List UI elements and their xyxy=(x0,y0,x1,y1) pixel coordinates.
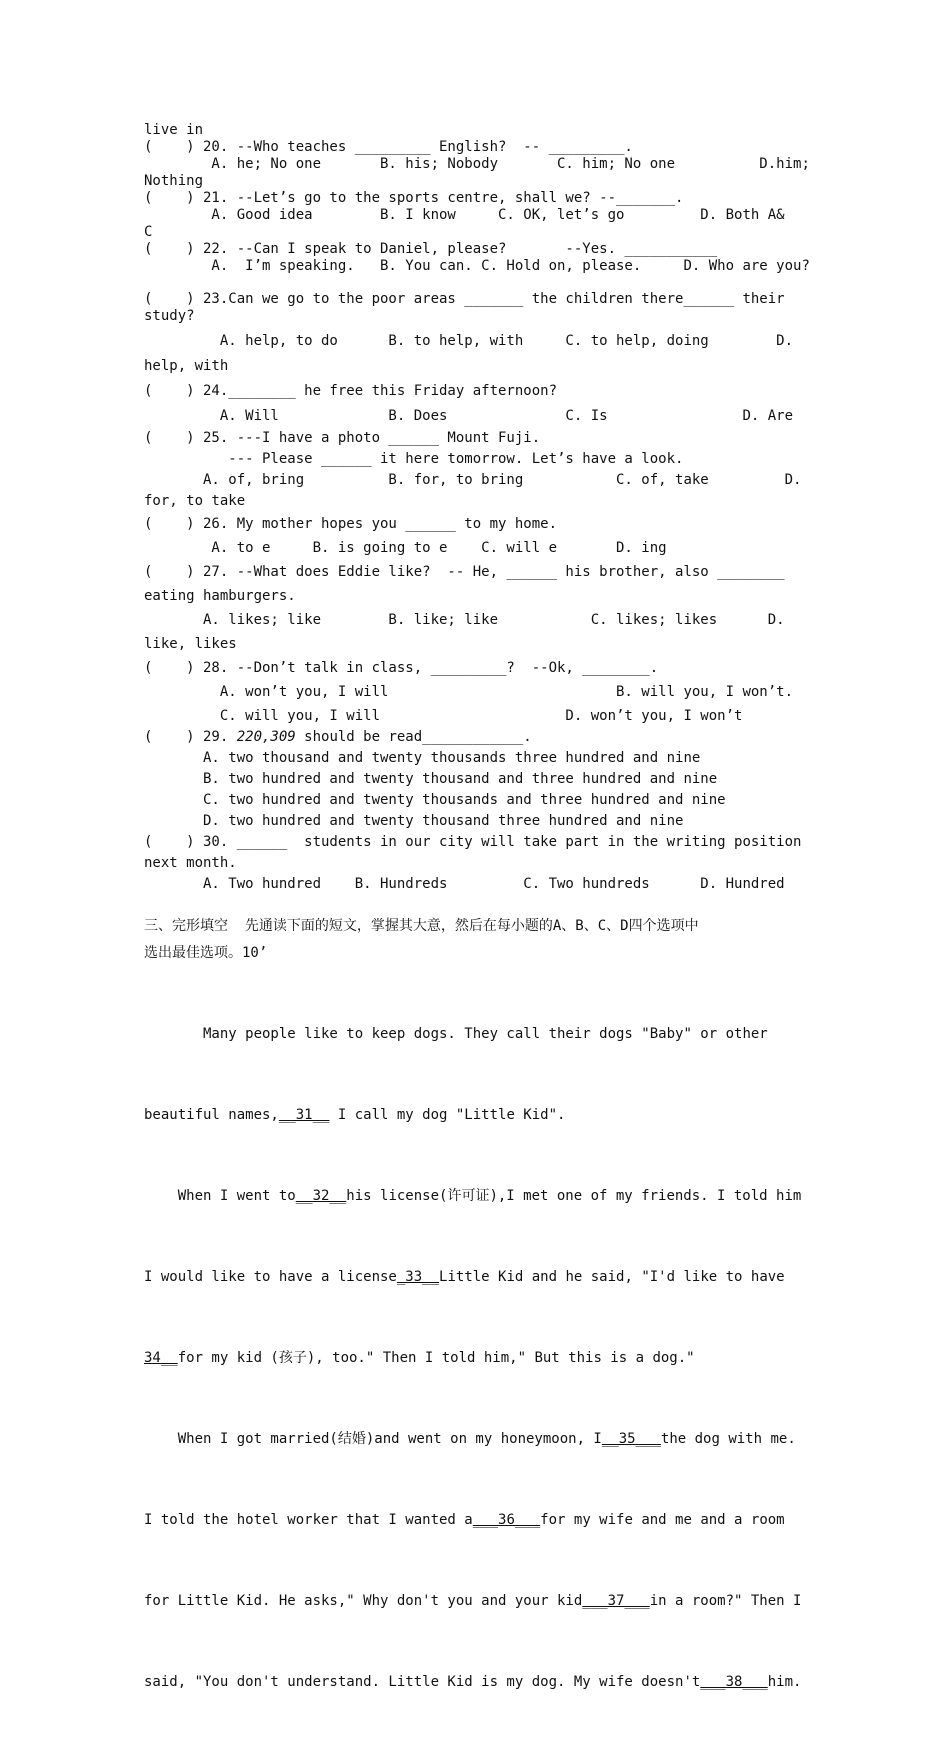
question-30: ( ) 30. ______ students in our city will take part in the writing position xyxy=(144,834,802,850)
question-30-options: A. Two hundred B. Hundreds C. Two hundreds D. Hundred xyxy=(144,876,785,892)
question-27-cont: eating hamburgers. xyxy=(144,588,296,604)
passage-text: the dog with me. xyxy=(660,1431,796,1447)
question-22-options: A. I’m speaking. B. You can. C. Hold on, please. D. Who are you? xyxy=(144,258,810,274)
question-29-number: 220,309 xyxy=(236,729,296,745)
passage-line xyxy=(144,1102,807,1129)
question-30-cont: next month. xyxy=(144,855,237,871)
question-28: ( ) 28. --Don’t talk in class, _________? --Ok, ________. xyxy=(144,660,659,676)
question-23-cont: study? xyxy=(144,308,195,324)
question-24-options: A. Will B. Does C. Is D. Are xyxy=(144,408,794,424)
question-20: ( ) 20. --Who teaches _________ English? -- _________. xyxy=(144,139,633,155)
exam-page xyxy=(144,122,810,1750)
question-23-options: A. help, to do B. to help, with C. to help, doing D. xyxy=(144,333,794,349)
question-29-option-a: A. two thousand and twenty thousands three hundred and nine xyxy=(144,750,701,766)
question-29-suffix: should be read____________. xyxy=(295,729,532,745)
blank-37: ___37___ xyxy=(582,1593,650,1609)
question-23-options-cont: help, with xyxy=(144,358,229,374)
blank-34: 34__ xyxy=(144,1350,178,1366)
question-26-options: A. to e B. is going to e C. will e D. ing xyxy=(144,540,667,556)
passage-text: for Little Kid. He asks," Why don't you and your kid xyxy=(144,1593,583,1609)
question-24: ( ) 24.________ he free this Friday afternoon? xyxy=(144,383,558,399)
question-25-cont: --- Please ______ it here tomorrow. Let’s have a look. xyxy=(144,451,684,467)
passage-text: for my wife and me and a room xyxy=(540,1512,785,1528)
passage-text: I told the hotel worker that I wanted a xyxy=(144,1512,473,1528)
question-27-options: A. likes; like B. like; like C. likes; likes D. xyxy=(144,612,785,628)
question-27: ( ) 27. --What does Eddie like? -- He, ______ his brother, also ________ xyxy=(144,564,785,580)
passage-line xyxy=(144,1426,807,1453)
blank-35: __35___ xyxy=(601,1431,661,1447)
blank-36: ___36___ xyxy=(472,1512,541,1528)
passage-line xyxy=(144,1669,807,1696)
question-23: ( ) 23.Can we go to the poor areas _______ the children there______ their xyxy=(144,291,785,307)
passage-text: I call my dog "Little Kid". xyxy=(329,1107,566,1123)
question-29-option-b: B. two hundred and twenty thousand and three hundred and nine xyxy=(144,771,718,787)
question-29 xyxy=(144,729,807,746)
passage-text: I would like to have a license xyxy=(144,1269,397,1285)
passage-text: said, "You don't understand. Little Kid is my dog. My wife doesn't xyxy=(144,1674,701,1690)
passage-line xyxy=(144,1183,807,1210)
blank-33: _33__ xyxy=(396,1269,440,1285)
passage-line xyxy=(144,1588,807,1615)
section-title-cont: 选出最佳选项。10’ xyxy=(144,945,268,961)
passage-text: him. xyxy=(767,1674,802,1690)
question-29-option-c: C. two hundred and twenty thousands and three hundred and nine xyxy=(144,792,726,808)
question-25-options-cont: for, to take xyxy=(144,493,246,509)
passage-text: When I went to xyxy=(144,1188,296,1204)
question-29-prefix: ( ) 29. xyxy=(144,729,237,745)
passage-text: When I got married(结婚)and went on my honeymoon, I xyxy=(144,1431,602,1447)
question-28-options: A. won’t you, I will B. will you, I won’t. xyxy=(144,684,794,700)
question-21-options: A. Good idea B. I know C. OK, let’s go D. Both A& xyxy=(144,207,785,223)
text-line: live in xyxy=(144,122,204,138)
question-21: ( ) 21. --Let’s go to the sports centre, shall we? --_______. xyxy=(144,190,684,206)
passage-text: his license(许可证),I met one of my friends. I told him xyxy=(346,1188,802,1204)
passage-text: beautiful names, xyxy=(144,1107,279,1123)
passage-line xyxy=(144,1345,807,1372)
passage xyxy=(144,967,807,1750)
question-25: ( ) 25. ---I have a photo ______ Mount Fuji. xyxy=(144,430,541,446)
passage-text: for my kid (孩子), too." Then I told him," But this is a dog." xyxy=(177,1350,695,1366)
passage-text: Little Kid and he said, "I'd like to have xyxy=(439,1269,785,1285)
blank-31: __31__ xyxy=(278,1107,330,1123)
section-title: 三、完形填空 先通读下面的短文，掌握其大意，然后在每小题的A、B、C、D四个选项中 xyxy=(144,918,699,934)
passage-line xyxy=(144,1264,807,1291)
question-20-options-cont: Nothing xyxy=(144,173,204,189)
question-21-options-cont: C xyxy=(144,224,153,240)
question-27-options-cont: like, likes xyxy=(144,636,237,652)
passage-line: Many people like to keep dogs. They call their dogs "Baby" or other xyxy=(144,1026,768,1042)
question-25-options: A. of, bring B. for, to bring C. of, take D. xyxy=(144,472,802,488)
question-28-options-2: C. will you, I will D. won’t you, I won’t xyxy=(144,708,743,724)
question-22: ( ) 22. --Can I speak to Daniel, please? --Yes. ___________ xyxy=(144,241,718,257)
blank-32: __32__ xyxy=(295,1188,347,1204)
question-26: ( ) 26. My mother hopes you ______ to my home. xyxy=(144,516,558,532)
passage-line xyxy=(144,1507,807,1534)
question-29-option-d: D. two hundred and twenty thousand three hundred and nine xyxy=(144,813,684,829)
question-20-options: A. he; No one B. his; Nobody C. him; No one D.him; xyxy=(144,156,810,172)
blank-38: ___38___ xyxy=(700,1674,768,1690)
passage-text: in a room?" Then I xyxy=(649,1593,802,1609)
